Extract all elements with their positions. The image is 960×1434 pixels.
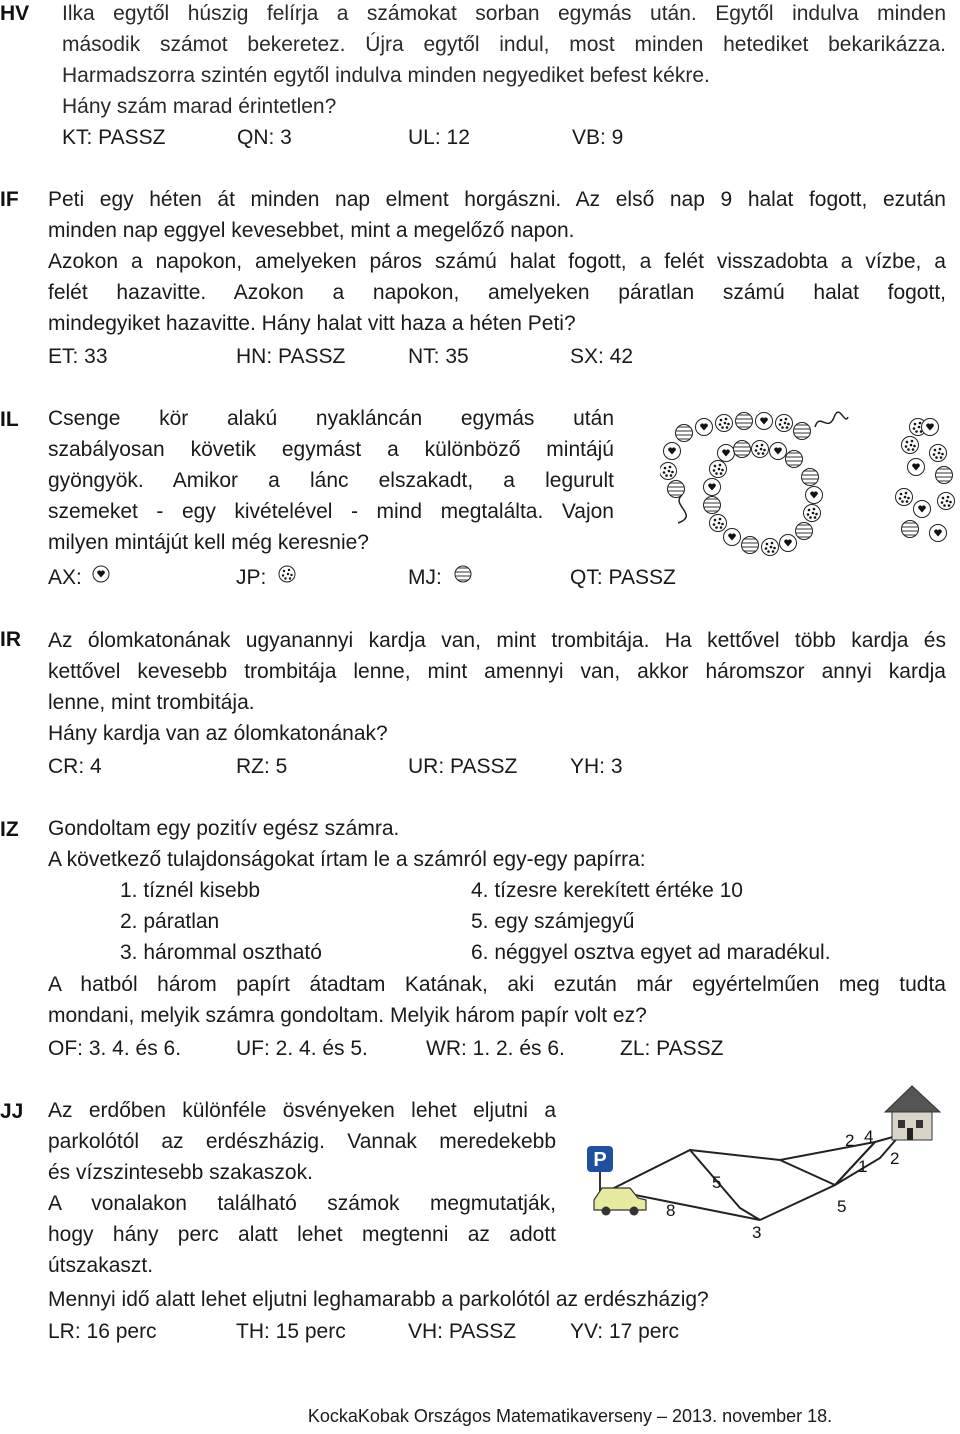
text-line: hogy hány perc alatt lehet megtenni az adott (48, 1223, 556, 1246)
answer-option[interactable]: UF: 2. 4. és 5. (236, 1037, 368, 1060)
page-footer: KockaKobak Országos Matematikaverseny – 2013. november 18. (307, 1406, 833, 1426)
text-line: parkolótól az erdészházig. Vannak meredekebb (48, 1130, 556, 1153)
answer-option[interactable]: MJ: (408, 562, 442, 593)
list-item: 4. tízesre kerekített értéke 10 (471, 879, 743, 902)
problem-text-iz-outro (48, 969, 946, 1031)
answer-option[interactable]: QN: 3 (237, 126, 292, 149)
path-network (610, 1135, 900, 1220)
svg-text:3: 3 (752, 1223, 762, 1242)
problem-question-jj (48, 1284, 946, 1315)
text-line: Az ólomkatonának ugyanannyi kardja van, mint trombitája. Ha kettővel több kardja és (48, 629, 946, 652)
text-line: Ilka egytől húszig felírja a számokat sorban egymás után. Egytől indulva minden (62, 2, 946, 25)
text-line: Gondoltam egy pozitív egész számra. (48, 817, 400, 840)
forest-path-map (580, 1080, 950, 1250)
answer-option[interactable]: OF: 3. 4. és 6. (48, 1037, 182, 1060)
text-line: Mennyi idő alatt lehet eljutni leghamarabb a parkolótól az erdészházig? (48, 1288, 709, 1311)
answer-option[interactable]: AX: (48, 562, 82, 593)
segment-labels (666, 1127, 899, 1242)
text-line: lenne, mint trombitája. (48, 691, 255, 714)
problem-text-iz-intro (48, 813, 946, 875)
dotted-bead-icon (278, 565, 296, 583)
text-line: Peti egy héten át minden nap elment horgászni. Az első nap 9 halat fogott, ezután (48, 188, 946, 211)
problem-code-hv: HV (0, 2, 30, 25)
text-line: gyöngyök. Amikor a lánc elszakadt, a legurult (48, 469, 614, 492)
answer-option[interactable]: VH: PASSZ (408, 1320, 517, 1343)
answer-option[interactable]: JP: (236, 562, 266, 593)
svg-text:1: 1 (858, 1157, 868, 1176)
answer-option[interactable]: WR: 1. 2. és 6. (426, 1037, 565, 1060)
text-line: útszakaszt. (48, 1254, 154, 1277)
text-line: mindegyiket hazavitte. Hány halat vitt haza a héten Peti? (48, 312, 576, 335)
property-list-left (120, 875, 322, 968)
problem-code-if: IF (0, 188, 19, 211)
list-item: 6. néggyel osztva egyet ad maradékul. (471, 941, 831, 964)
answer-option[interactable]: VB: 9 (572, 126, 624, 149)
list-item: 2. páratlan (120, 910, 220, 933)
answer-option[interactable]: SX: 42 (570, 345, 634, 368)
text-line: Azokon a napokon, amelyeken páros számú halat fogott, a felét visszadobta a vízbe, a (48, 250, 946, 273)
text-line: szemeket - egy kivételével - mind megtalálta. Vajon (48, 500, 614, 523)
text-line: szabályosan követik egymást a különböző mintájú (48, 438, 614, 461)
problem-text-if (48, 184, 946, 339)
text-line: A hatból három papírt átadtam Katának, aki ezután már egyértelműen meg tudta (48, 973, 946, 996)
text-line: Hány kardja van az ólomkatonának? (48, 722, 388, 745)
problem-text-ir (48, 625, 946, 749)
problem-text-il (48, 403, 614, 558)
problem-text-jj (48, 1095, 556, 1281)
answer-option[interactable]: ZL: PASSZ (620, 1037, 724, 1060)
answer-option[interactable]: RZ: 5 (236, 755, 288, 778)
text-line: A vonalakon található számok megmutatják, (48, 1192, 556, 1215)
heart-bead-icon (92, 565, 110, 583)
text-line: Harmadszorra szintén egytől indulva minden negyediket befest kékre. (62, 64, 710, 87)
problem-text-hv (62, 0, 946, 122)
answer-option[interactable]: CR: 4 (48, 755, 102, 778)
answer-option[interactable]: UR: PASSZ (408, 755, 518, 778)
list-item: 3. hárommal osztható (120, 941, 322, 964)
text-line: második számot bekeretez. Újra egytől indul, most minden hetediket bekarikázza. (62, 33, 946, 56)
answer-option[interactable]: UL: 12 (408, 126, 470, 149)
text-line: Hány szám marad érintetlen? (62, 95, 337, 118)
svg-text:P: P (593, 1149, 607, 1171)
problem-code-jj: JJ (0, 1100, 24, 1123)
list-item: 1. tíznél kisebb (120, 879, 261, 902)
svg-text:8: 8 (666, 1201, 676, 1220)
svg-text:5: 5 (837, 1197, 847, 1216)
text-line: Csenge kör alakú nyakláncán egymás után (48, 407, 614, 430)
text-line: milyen mintájút kell még keresnie? (48, 531, 369, 554)
car-icon (594, 1188, 646, 1216)
text-line: A következő tulajdonságokat írtam le a számról egy-egy papírra: (48, 848, 646, 871)
svg-text:2: 2 (890, 1149, 900, 1168)
answer-option[interactable]: YV: 17 perc (570, 1320, 679, 1343)
house-icon (885, 1086, 940, 1140)
svg-text:2: 2 (845, 1131, 855, 1150)
problem-code-il: IL (0, 408, 19, 431)
striped-bead-icon (454, 565, 472, 583)
answer-option[interactable]: NT: 35 (408, 345, 469, 368)
text-line: Az erdőben különféle ösvényeken lehet eljutni a (48, 1099, 556, 1122)
answer-option[interactable]: YH: 3 (570, 755, 623, 778)
answer-option[interactable]: ET: 33 (48, 345, 108, 368)
text-line: minden nap eggyel kevesebbet, mint a megelőző napon. (48, 219, 575, 242)
svg-text:4: 4 (864, 1127, 874, 1146)
problem-code-iz: IZ (0, 818, 19, 841)
answer-option[interactable]: QT: PASSZ (570, 566, 676, 589)
text-line: felét hazavitte. Azokon a napokon, amelyeken páratlan számú halat fogott, (48, 281, 946, 304)
answer-option[interactable]: HN: PASSZ (236, 345, 346, 368)
text-line: kettővel kevesebb trombitája lenne, mint amennyi van, akkor háromszor annyi kardja (48, 660, 946, 683)
answer-option[interactable]: KT: PASSZ (62, 126, 166, 149)
svg-text:5: 5 (712, 1173, 722, 1192)
necklace-illustration (660, 405, 960, 575)
property-list-right (471, 875, 831, 968)
list-item: 5. egy számjegyű (471, 910, 635, 933)
text-line: és vízszintesebb szakaszok. (48, 1161, 313, 1184)
answer-option[interactable]: TH: 15 perc (236, 1320, 346, 1343)
answer-option[interactable]: LR: 16 perc (48, 1320, 157, 1343)
problem-code-ir: IR (0, 628, 21, 651)
text-line: mondani, melyik számra gondoltam. Melyik három papír volt ez? (48, 1004, 647, 1027)
